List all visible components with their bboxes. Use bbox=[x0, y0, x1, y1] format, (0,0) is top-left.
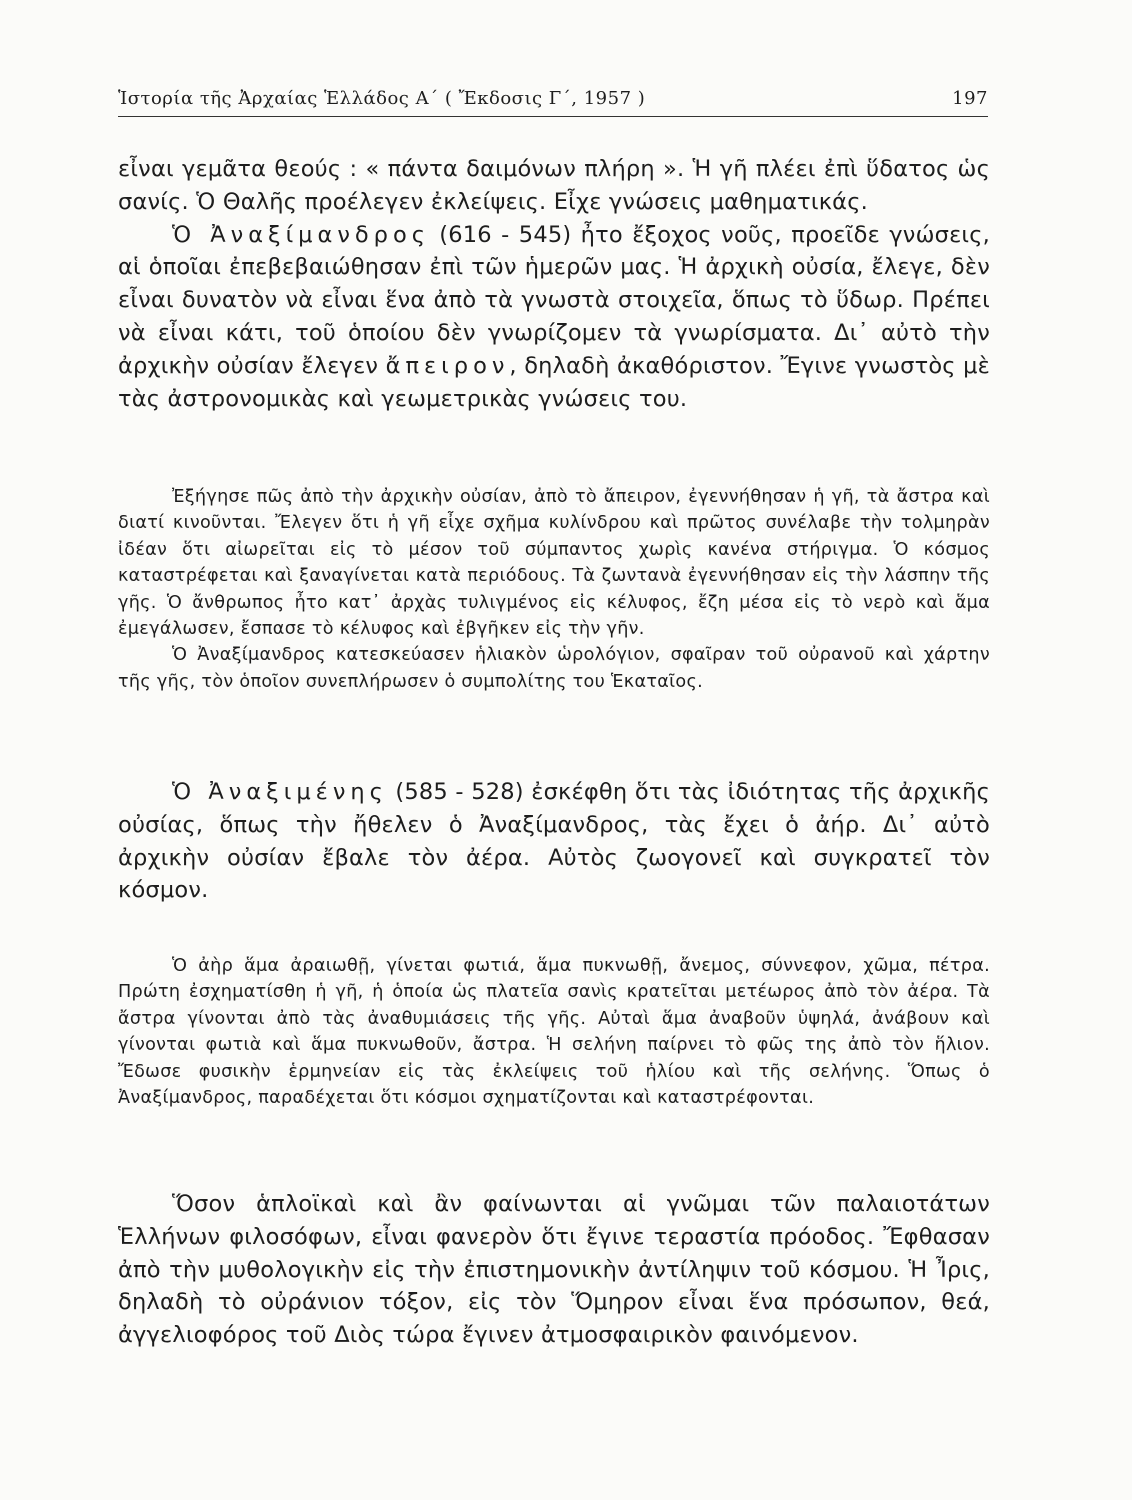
name-anaximander: Ὁ Ἀναξίμανδρος bbox=[172, 221, 430, 248]
small-print-block-anaximenes bbox=[118, 953, 990, 1111]
paragraph-block-anaximenes bbox=[118, 776, 990, 907]
small-print-block-anaximander bbox=[118, 484, 990, 695]
small-paragraph-cosmology: Ἐξήγησε πῶς ἀπὸ τὴν ἀρχικὴν οὐσίαν, ἀπὸ τὸ ἄπειρον, ἐγεννήθησαν ἡ γῆ, τὰ ἄστρα καὶ διατί κινοῦνται. Ἔλεγεν ὅτι ἡ γῆ εἶχε σχῆμα κυλίνδρου καὶ πρῶτος συνέλαβε τὴν τολμηρὰν ἰδέαν ὅτι αἰωρεῖται εἰς τὸ μέσον τοῦ σύμπαντος χωρὶς κανένα στήριγμα. Ὁ κόσμος καταστρέφεται καὶ ξαναγίνεται κατὰ περιόδους. Τὰ ζωντανὰ ἐγεννήθησαν εἰς τὴν λάσπην τῆς γῆς. Ὁ ἄνθρωπος ἦτο κατ᾽ ἀρχὰς τυλιγμένος εἰς κέλυφος, ἔζη μέσα εἰς τὸ νερὸ καὶ ἅμα ἐμεγάλωσεν, ἔσπασε τὸ κέλυφος καὶ ἐβγῆκεν εἰς τὴν γῆν. bbox=[118, 487, 990, 640]
paragraph-block-conclusion bbox=[118, 1188, 990, 1352]
anaximander-text: (616 - 545) ἦτο ἔξοχος νοῦς, προεῖδε γνώσεις, αἱ ὁποῖαι ἐπεβεβαιώθησαν ἐπὶ τῶν ἡμερῶν μας. Ἡ ἀρχικὴ οὐσία, ἔλεγε, δὲν εἶναι δυνατὸν νὰ εἶναι ἕνα ἀπὸ τὰ γνωστὰ στοιχεῖα, ὅπως τὸ ὕδωρ. Πρέπει νὰ εἶναι κάτι, τοῦ ὁποίου δὲν γνωρίζομεν τὰ γνωρίσματα. Δι᾽ αὐτὸ τὴν ἀρχικὴν οὐσίαν ἔλεγεν bbox=[118, 221, 991, 379]
running-title: Ἱστορία τῆς Ἀρχαίας Ἑλλάδος Α´ ( Ἔκδοσις Γ´, 1957 ) bbox=[118, 88, 646, 109]
small-paragraph-air: Ὁ ἀὴρ ἅμα ἀραιωθῇ, γίνεται φωτιά, ἅμα πυκνωθῇ, ἄνεμος, σύννεφον, χῶμα, πέτρα. Πρώτη ἐσχηματίσθη ἡ γῆ, ἡ ὁποία ὡς πλατεῖα σανὶς κρατεῖται μετέωρος ἀπὸ τὸν ἀέρα. Τὰ ἄστρα γίνονται ἀπὸ τὰς ἀναθυμιάσεις τῆς γῆς. Αὐταὶ ἅμα ἀναβοῦν ὑψηλά, ἀνάβουν καὶ γίνονται φωτιὰ καὶ ἅμα πυκνωθοῦν, ἄστρα. Ἡ σελήνη παίρνει τὸ φῶς της ἀπὸ τὸν ἥλιον. Ἔδωσε φυσικὴν ἑρμηνείαν εἰς τὰς ἐκλείψεις τοῦ ἡλίου καὶ τῆς σελήνης. Ὅπως ὁ Ἀναξίμανδρος, παραδέχεται ὅτι κόσμοι σχηματίζονται καὶ καταστρέφονται. bbox=[118, 956, 990, 1109]
running-header bbox=[118, 86, 988, 117]
paragraph-conclusion: Ὅσον ἁπλοϊκαὶ καὶ ἂν φαίνωνται αἱ γνῶμαι τῶν παλαιοτάτων Ἑλλήνων φιλοσόφων, εἶναι φανερὸν ὅτι ἔγινε τεραστία πρόοδος. Ἔφθασαν ἀπὸ τὴν μυθολογικὴν εἰς τὴν ἐπιστημονικὴν ἀντίληψιν τοῦ κόσμου. Ἡ Ἶρις, δηλαδὴ τὸ οὐράνιον τόξον, εἰς τὸν Ὅμηρον εἶναι ἕνα πρόσωπον, θεά, ἀγγελιοφόρος τοῦ Διὸς τώρα ἔγινεν ἀτμοσφαιρικὸν φαινόμενον. bbox=[118, 1191, 990, 1349]
name-anaximenes: Ὁ Ἀναξιμένης bbox=[172, 779, 388, 805]
paragraph-anaximander bbox=[118, 219, 990, 416]
anaximander-text-end: , δηλαδὴ ἀκαθόριστον. Ἔγινε γνωστὸς μὲ τὰς ἀστρονομικὰς καὶ γεωμετρικὰς γνώσεις του. bbox=[118, 352, 990, 412]
paragraph-thales-end: εἶναι γεμᾶτα θεούς : « πάντα δαιμόνων πλήρη ». Ἡ γῆ πλέει ἐπὶ ὕδατος ὡς σανίς. Ὁ Θαλῆς προέλεγεν ἐκλείψεις. Εἶχε γνώσεις μαθηματικάς. bbox=[118, 156, 990, 215]
paragraph-anaximenes bbox=[118, 776, 990, 907]
anaximenes-text: (585 - 528) ἐσκέφθη ὅτι τὰς ἰδιότητας τῆς ἀρχικῆς οὐσίας, ὅπως τὴν ἤθελεν ὁ Ἀναξίμανδρος, τὰς ἔχει ὁ ἀήρ. Δι᾽ αὐτὸ ἀρχικὴν οὐσίαν ἔβαλε τὸν ἀέρα. Αὐτὸς ζωογονεῖ καὶ συγκρατεῖ τὸν κόσμον. bbox=[118, 779, 990, 904]
paragraph-block-thales-anaximander bbox=[118, 153, 990, 415]
page-number: 197 bbox=[952, 88, 988, 109]
small-paragraph-instruments: Ὁ Ἀναξίμανδρος κατεσκεύασεν ἡλιακὸν ὡρολόγιον, σφαῖραν τοῦ οὐρανοῦ καὶ χάρτην τῆς γῆς, τὸν ὁποῖον συνεπλήρωσεν ὁ συμπολίτης του Ἑκαταῖος. bbox=[118, 645, 990, 692]
term-apeiron: ἄπειρον bbox=[385, 352, 510, 379]
